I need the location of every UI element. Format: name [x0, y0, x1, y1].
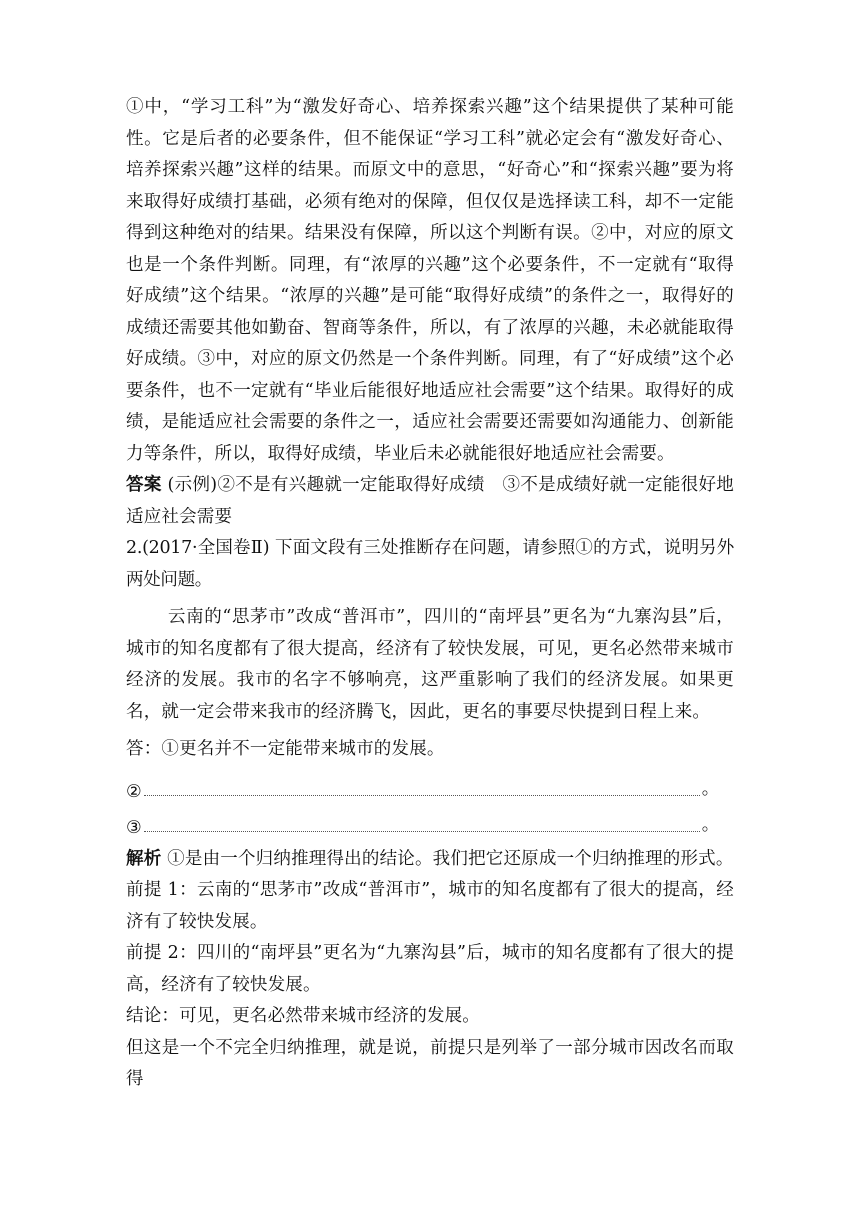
question-2: 2.(2017·全国卷Ⅱ) 下面文段有三处推断存在问题，请参照①的方式，说明另外两处问题。 [126, 538, 734, 590]
blank-end-2: 。 [701, 778, 720, 799]
blank-line-3[interactable] [126, 802, 734, 838]
premise-1: 前提 1：云南的“思茅市”改成“普洱市”，城市的知名度都有了很大的提高，经济有了较快发展。 [126, 880, 734, 932]
analysis-2-intro-line [126, 844, 734, 876]
quoted-passage: 云南的“思茅市”改成“普洱市”，四川的“南坪县”更名为“九寨沟县”后，城市的知名度都有了很大提高，经济有了较快发展，可见，更名必然带来城市经济的发展。我市的名字不够响亮，这严重影响了我们的经济发展。如果更名，就一定会带来我市的经济腾飞，因此，更名的事要尽快提到日程上来。 [126, 607, 734, 722]
blank-marker-3: ③ [126, 817, 142, 838]
closing-line: 但这是一个不完全归纳推理，就是说，前提只是列举了一部分城市因改名而取得 [126, 1037, 734, 1089]
analysis-2-label: 解析 [126, 848, 162, 869]
blank-marker-2: ② [126, 781, 142, 802]
dotted-blank-3[interactable] [144, 809, 700, 832]
answer-prompt: 答：①更名并不一定能带来城市的发展。 [126, 739, 445, 759]
premise-2: 前提 2：四川的“南坪县”更名为“九寨沟县”后，城市的知名度都有了很大的提高，经济有了较快发展。 [126, 943, 734, 995]
answer-line [126, 470, 734, 533]
analysis-paragraph: ①中，“学习工科”为“激发好奇心、培养探索兴趣”这个结果提供了某种可能性。它是后者的必要条件，但不能保证“学习工科”就必定会有“激发好奇心、培养探索兴趣”这样的结果。而原文中的意思，“好奇心”和“探索兴趣”要为将来取得好成绩打基础，必须有绝对的保障，但仅仅是选择读工科，却不一定能得到这种绝对的结果。结果没有保障，所以这个判断有误。②中，对应的原文也是一个条件判断。同理，有“浓厚的兴趣”这个必要条件，不一定就有“取得好成绩”这个结果。“浓厚的兴趣”是可能“取得好成绩”的条件之一，取得好的成绩还需要其他如勤奋、智商等条件，所以，有了浓厚的兴趣，未必就能取得好成绩。③中，对应的原文仍然是一个条件判断。同理，有了“好成绩”这个必要条件，也不一定就有“毕业后能很好地适应社会需要”这个结果。取得好的成绩，是能适应社会需要的条件之一，适应社会需要还需要如沟通能力、创新能力等条件，所以，取得好成绩，毕业后未必就能很好地适应社会需要。 [126, 97, 734, 464]
blank-line-2[interactable] [126, 766, 734, 802]
answer-text: (示例)②不是有兴趣就一定能取得好成绩 ③不是成绩好就一定能很好地适应社会需要 [126, 475, 734, 527]
document-page [126, 92, 734, 1096]
answer-label: 答案 [126, 475, 162, 495]
blank-end-3: 。 [701, 814, 720, 835]
analysis-2-intro: ①是由一个归纳推理得出的结论。我们把它还原成一个归纳推理的形式。 [167, 848, 734, 869]
conclusion: 结论：可见，更名必然带来城市经济的发展。 [126, 1006, 480, 1026]
dotted-blank-2[interactable] [144, 773, 700, 796]
